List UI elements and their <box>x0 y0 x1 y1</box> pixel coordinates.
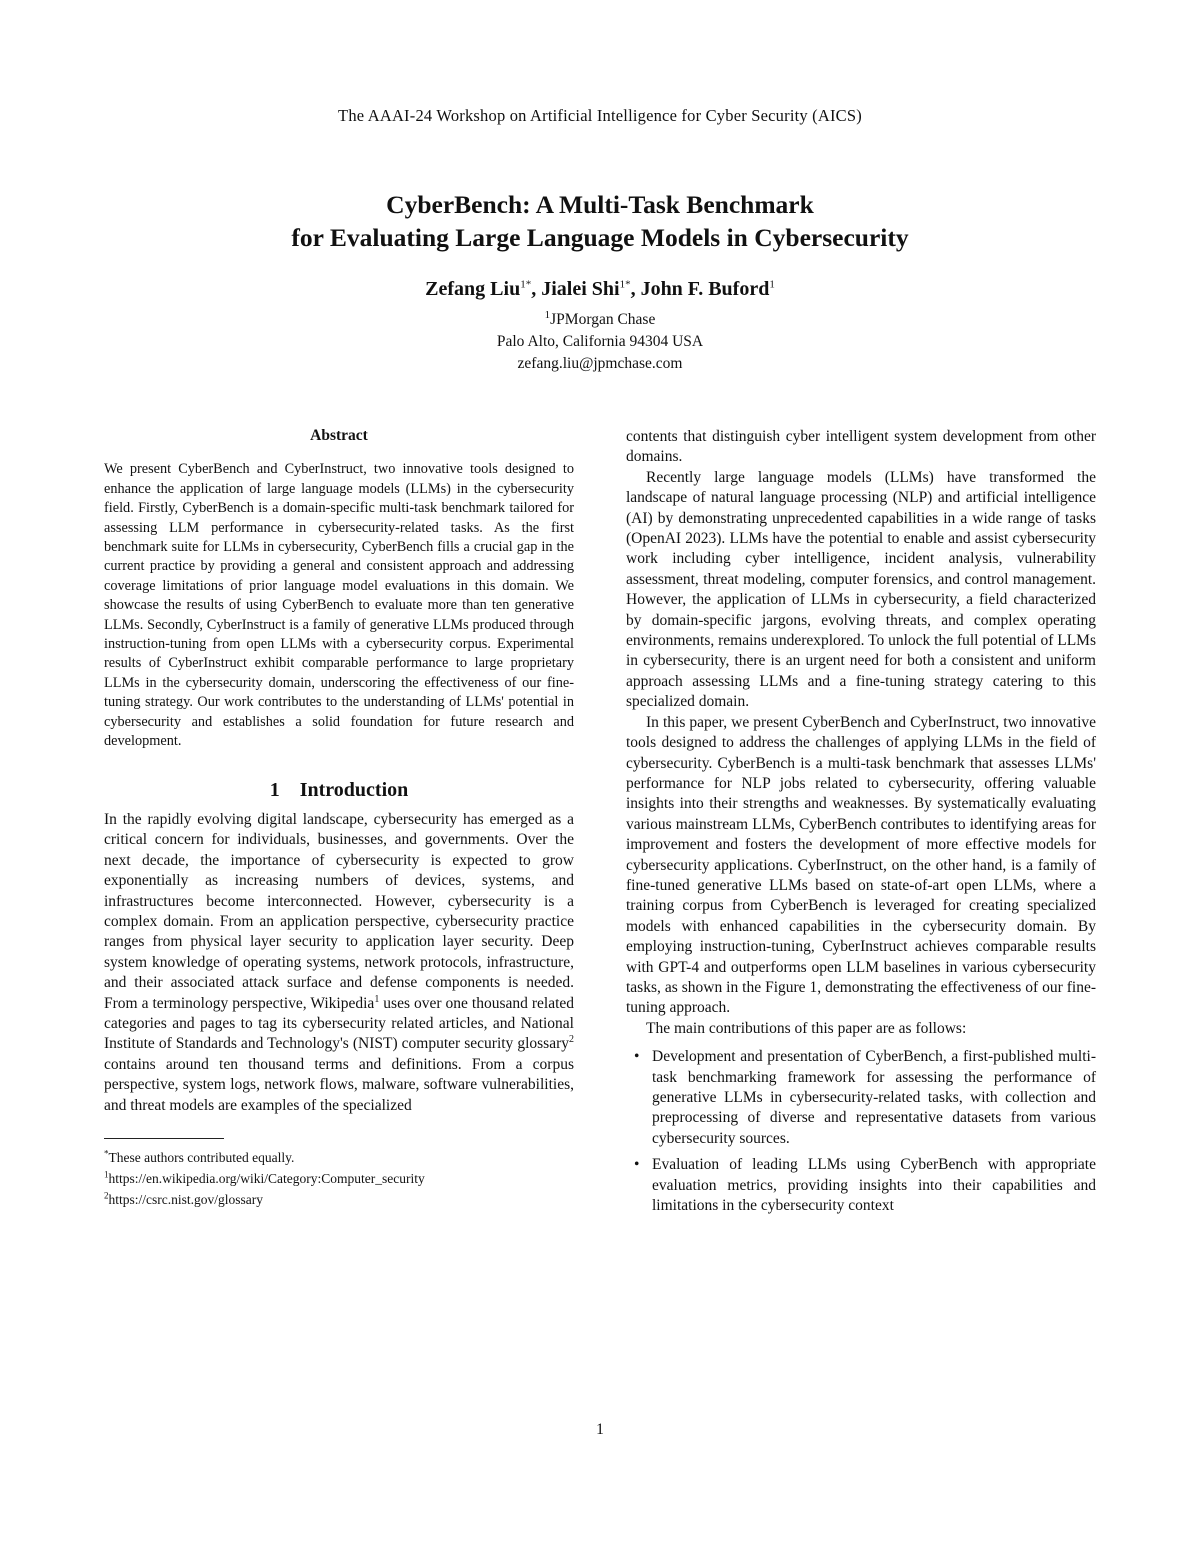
intro-text-b: uses over one thousand related categories and pages to tag its cybersecurity related articles, and National Institute of Standards and Technology's (NIST) computer security glossary <box>104 994 575 1053</box>
intro-text-c: contains around ten thousand terms and definitions. From a corpus perspective, system logs, network flows, malware, software vulnerabilities, and threat models are examples of the specialized <box>104 1055 574 1114</box>
footnote-mark: 2 <box>104 1190 109 1201</box>
author-sep: , <box>531 278 542 300</box>
intro-text-a: In the rapidly evolving digital landscape, cybersecurity has emerged as a critical concern for individuals, businesses, and governments. Over the next decade, the importance of cybersecurity is expected to grow exponentially as increasing numbers of devices, systems, and infrastructures become interconnected. However, cybersecurity is a complex domain. From an application perspective, cybersecurity practice ranges from physical layer security to application layer security. Deep system knowledge of operating systems, network protocols, infrastructure, and their associated attack surface and defense components is needed. From a terminology perspective, Wikipedia <box>104 810 574 1012</box>
footnote-2 <box>104 1189 574 1210</box>
affiliation-address: Palo Alto, California 94304 USA <box>496 333 704 350</box>
footnote-link[interactable]: https://csrc.nist.gov/glossary <box>108 1192 263 1207</box>
contributions-list <box>626 1047 1096 1216</box>
abstract-heading: Abstract <box>310 427 368 444</box>
section-heading-introduction <box>104 780 574 800</box>
list-item <box>626 1047 1096 1149</box>
paper-title <box>0 188 1200 254</box>
intro-continuation: contents that distinguish cyber intelligent system development from other domains. <box>626 428 1096 466</box>
footnote-0 <box>104 1147 574 1168</box>
title-line-2: for Evaluating Large Language Models in Cybersecurity <box>291 223 909 252</box>
affiliation <box>0 309 1200 375</box>
author-3-mark: 1 <box>769 278 775 291</box>
list-item-text: Evaluation of leading LLMs using CyberBench with appropriate evaluation metrics, providing insights into their capabilities and limitations in the cybersecurity context <box>652 1156 1096 1215</box>
affiliation-org: JPMorgan Chase <box>550 311 656 328</box>
right-column <box>626 427 1096 1222</box>
section-title: Introduction <box>299 778 409 801</box>
intro-paragraph-3: In this paper, we present CyberBench and CyberInstruct, two innovative tools designed to address the challenges of applying LLMs in the field of cybersecurity. CyberBench is a multi-task benchmark that assesses LLMs' performance for NLP jobs related to cybersecurity, offering valuable insights into their strengths and weaknesses. By systematically evaluating various mainstream LLMs, CyberBench contributes to identifying areas for improvement and fosters the development of more effective models for cybersecurity applications. CyberInstruct, on the other hand, is a family of fine-tuned generative LLMs based on state-of-art open LLMs, where a training corpus from CyberBench is leveraged for creating specialized models with enhanced capabilities in the cybersecurity domain. By employing instruction-tuning, CyberInstruct achieves comparable results with GPT-4 and outperforms open LLM baselines in various cybersecurity tasks, as shown in the Figure 1, demonstrating the effectiveness of our fine-tuning approach. <box>626 713 1096 1017</box>
title-line-1: CyberBench: A Multi-Task Benchmark <box>386 190 814 219</box>
footnote-text: These authors contributed equally. <box>108 1150 295 1165</box>
author-1: Zefang Liu <box>425 278 521 300</box>
affiliation-mark: 1 <box>544 308 551 321</box>
author-list <box>0 278 1200 301</box>
section-number: 1 <box>269 778 280 801</box>
footnote-mark: * <box>104 1148 109 1159</box>
author-1-mark: 1* <box>520 278 532 291</box>
list-item <box>626 1155 1096 1216</box>
left-column <box>104 426 574 1210</box>
intro-paragraph-2: Recently large language models (LLMs) have transformed the landscape of natural language processing (NLP) and artificial intelligence (AI) by demonstrating unprecedented capabilities in a wide range of tasks (OpenAI 2023). LLMs have the potential to enable and assist cybersecurity work including cyber intelligence, incident analysis, vulnerability assessment, threat modeling, computer forensics, and control management. However, the application of LLMs in cybersecurity, a field characterized by domain-specific jargons, evolving threats, and complex operating environments, remains underexplored. To unlock the full potential of LLMs in cybersecurity, there is an urgent need for both a consistent and uniform approach assessing LLMs and a fine-tuning strategy catering to this specialized domain. <box>626 468 1096 711</box>
bullet-icon: • <box>634 1156 640 1174</box>
footnote-ref-2: 2 <box>569 1034 574 1046</box>
footnote-divider <box>104 1138 224 1139</box>
list-item-text: Development and presentation of CyberBench, a first-published multi-task benchmarking framework for assessing the performance of generative LLMs in cybersecurity-related tasks, with collection and preprocessing of diverse and representative datasets from various cybersecurity sources. <box>652 1048 1096 1147</box>
intro-paragraph-4: The main contributions of this paper are as follows: <box>646 1019 967 1037</box>
footnote-mark: 1 <box>104 1169 109 1180</box>
footnote-1 <box>104 1168 574 1189</box>
bullet-icon: • <box>634 1048 640 1066</box>
venue-header: The AAAI-24 Workshop on Artificial Intelligence for Cyber Security (AICS) <box>338 106 862 125</box>
author-2: Jialei Shi <box>541 278 620 300</box>
intro-paragraph-1 <box>104 810 574 1116</box>
abstract-body: We present CyberBench and CyberInstruct, two innovative tools designed to enhance the application of large language models (LLMs) in the cybersecurity field. Firstly, CyberBench is a domain-specific multi-task benchmark tailored for assessing LLM performance in cybersecurity-related tasks. As the first benchmark suite for LLMs in cybersecurity, CyberBench fills a crucial gap in the current practice by providing a general and consistent approach and addressing coverage limitations of prior language model evaluations in this domain. We showcase the results of using CyberBench to evaluate more than ten generative LLMs. Secondly, CyberInstruct is a family of generative LLMs produced through instruction-tuning from open LLMs with a cybersecurity corpus. Experimental results of CyberInstruct exhibit comparable performance to large proprietary LLMs in the cybersecurity domain, underscoring the effectiveness of our fine-tuning strategy. Our work contributes to the understanding of LLMs' potential in cybersecurity and establishes a solid foundation for future research and development. <box>104 461 574 750</box>
footnote-link[interactable]: https://en.wikipedia.org/wiki/Category:Computer_security <box>108 1171 425 1186</box>
author-2-mark: 1* <box>619 278 631 291</box>
author-sep: , <box>630 278 641 300</box>
page-number: 1 <box>596 1421 604 1438</box>
footnote-ref-1: 1 <box>374 993 380 1005</box>
affiliation-email: zefang.liu@jpmchase.com <box>517 355 683 372</box>
author-3: John F. Buford <box>640 278 770 300</box>
